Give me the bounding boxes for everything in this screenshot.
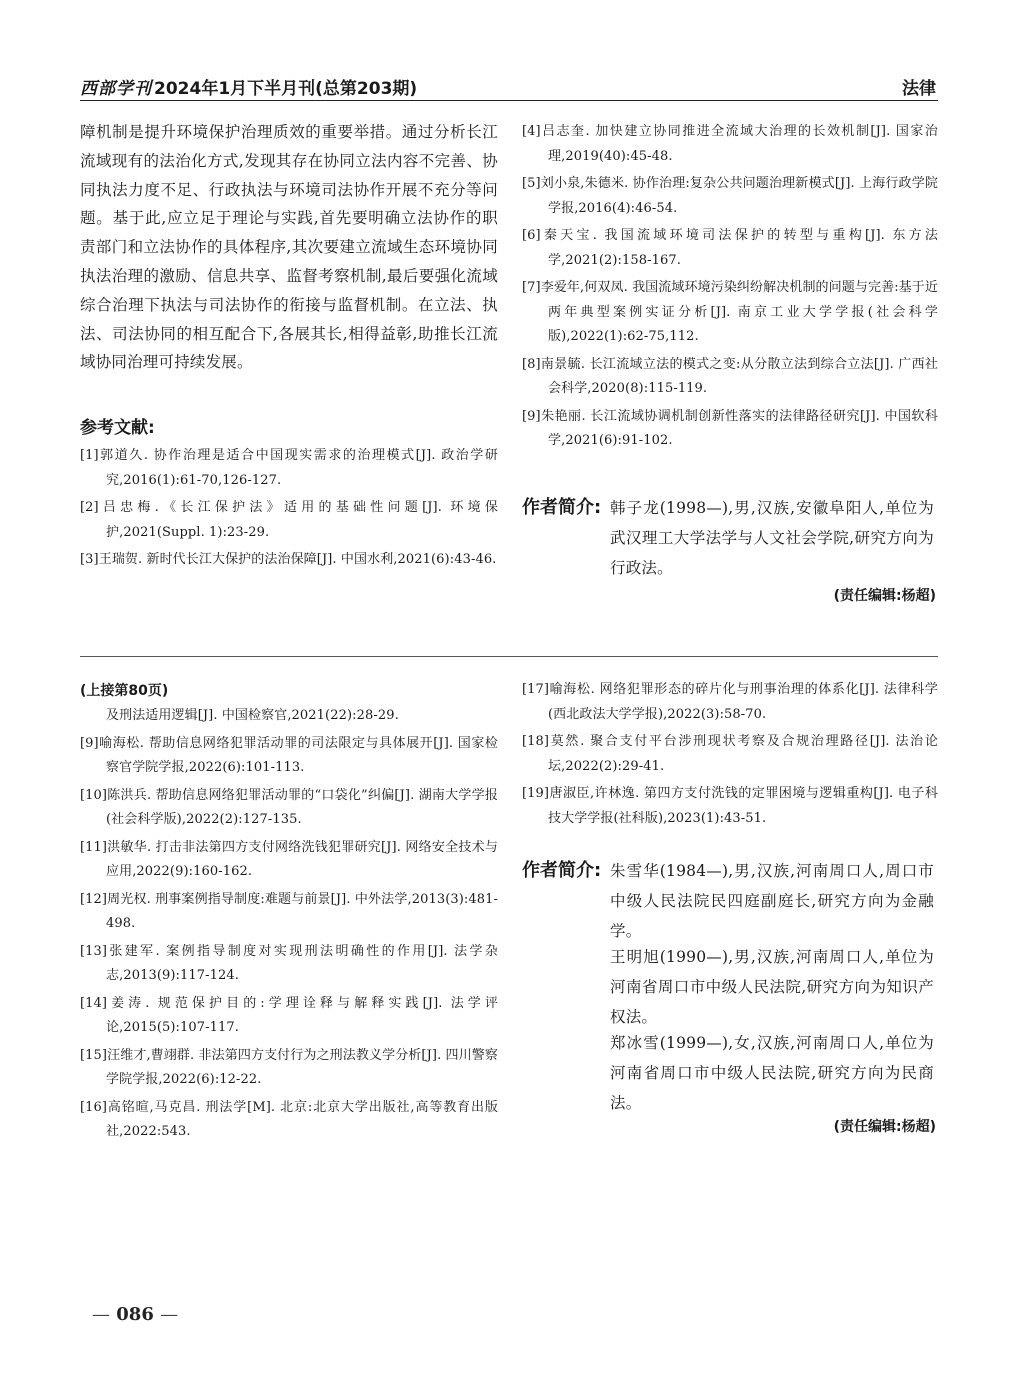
reference-item: [16]高铭暄,马克昌. 刑法学[M]. 北京:北京大学出版社,高等教育出版社,2022:543.: [80, 1099, 498, 1139]
footer-dash: —: [160, 1304, 179, 1325]
reference-item: [2]吕忠梅.《长江保护法》适用的基础性问题[J]. 环境保护,2021(Suppl. 1):23-29.: [80, 500, 498, 540]
page-number: 086: [116, 1304, 154, 1325]
reference-item: [5]刘小泉,朱德米. 协作治理:复杂公共问题治理新模式[J]. 上海行政学院学报,2016(4):46-54.: [522, 176, 938, 216]
journal-title: [80, 74, 417, 99]
reference-item: [17]喻海松. 网络犯罪形态的碎片化与刑事治理的体系化[J]. 法律科学(西北政法大学学报),2022(3):58-70.: [522, 682, 938, 722]
reference-item: [3]王瑞贺. 新时代长江大保护的法治保障[J]. 中国水利,2021(6):43-46.: [80, 552, 497, 568]
running-header: [80, 70, 938, 98]
top-left-column: [80, 118, 498, 576]
reference-item: [8]南景毓. 长江流域立法的模式之变:从分散立法到综合立法[J]. 广西社会科学,2020(8):115-119.: [522, 356, 938, 396]
editor-note: (责任编辑:杨超): [833, 1119, 936, 1135]
journal-logo: 西部学刊: [80, 79, 152, 99]
body-paragraph: 障机制是提升环境保护治理质效的重要举措。通过分析长江流域现有的法治化方式,发现其存在协同立法内容不完善、协同执法力度不足、行政执法与环境司法协作开展不充分等问题。基于此,应立足于理论与实践,首先要明确立法协作的职责部门和立法协作的具体程序,其次要建立流域生态环境协同执法治理的激励、信息共享、监督考察机制,最后要强化流域综合治理下执法与司法协作的衔接与监督机制。在立法、执法、司法协同的相互配合下,各展其长,相得益彰,助推长江流域协同治理可持续发展。: [80, 123, 498, 372]
author-bio-bottom: [522, 856, 938, 1116]
reference-item: [6]秦天宝. 我国流域环境司法保护的转型与重构[J]. 东方法学,2021(2):158-167.: [522, 228, 938, 268]
page-footer: [92, 1304, 178, 1325]
author-bio-label: 作者简介:: [522, 860, 602, 881]
author-bio-text: 朱雪华(1984—),男,汉族,河南周口人,周口市中级人民法院民四庭副庭长,研究方向为金融学。: [610, 862, 934, 940]
references-title: 参考文献:: [80, 418, 155, 439]
reference-item: [19]唐淑臣,许林逸. 第四方支付洗钱的定罪困境与逻辑重构[J]. 电子科技大学学报(社科版),2023(1):43-51.: [522, 786, 938, 826]
reference-item: [11]洪敏华. 打击非法第四方支付网络洗钱犯罪研究[J]. 网络安全技术与应用,2022(9):160-162.: [80, 839, 498, 879]
reference-item: [9]朱艳丽. 长江流域协调机制创新性落实的法律路径研究[J]. 中国软科学,2021(6):91-102.: [522, 408, 938, 448]
reference-continuation: 及刑法适用逻辑[J]. 中国检察官,2021(22):28-29.: [106, 708, 399, 723]
continued-from-label: (上接第80页): [80, 683, 169, 699]
author-bio-label: 作者简介:: [522, 497, 602, 518]
reference-item: [10]陈洪兵. 帮助信息网络犯罪活动罪的“口袋化”纠偏[J]. 湖南大学学报(社会科学版),2022(2):127-135.: [80, 787, 498, 827]
reference-item: [4]吕志奎. 加快建立协同推进全流域大治理的长效机制[J]. 国家治理,2019(40):45-48.: [522, 124, 938, 164]
editor-note: (责任编辑:杨超): [833, 588, 936, 604]
reference-item: [14]姜涛. 规范保护目的:学理诠释与解释实践[J]. 法学评论,2015(5):107-117.: [80, 995, 498, 1035]
author-bio-top: [522, 493, 938, 593]
section-name: 法律: [902, 79, 936, 99]
reference-item: [7]李爱年,何双凤. 我国流域环境污染纠纷解决机制的问题与完善:基于近两年典型案例实证分析[J]. 南京工业大学学报(社会科学版),2022(1):62-75,112.: [522, 280, 938, 344]
author-bio-text: 韩子龙(1998—),男,汉族,安徽阜阳人,单位为武汉理工大学法学与人文社会学院,研究方向为行政法。: [610, 499, 934, 577]
section-divider: [80, 656, 938, 657]
reference-item: [15]汪维才,曹翊群. 非法第四方支付行为之刑法教义学分析[J]. 四川警察学院学报,2022(6):12-22.: [80, 1047, 498, 1087]
bottom-right-column: [522, 678, 938, 834]
top-right-column: [522, 120, 938, 457]
author-bio-text: 郑冰雪(1999—),女,汉族,河南周口人,单位为河南省周口市中级人民法院,研究方向为民商法。: [610, 1034, 934, 1112]
reference-item: [9]喻海松. 帮助信息网络犯罪活动罪的司法限定与具体展开[J]. 国家检察官学院学报,2022(6):101-113.: [80, 735, 498, 775]
author-bio-text: 王明旭(1990—),男,汉族,河南周口人,单位为河南省周口市中级人民法院,研究方向为知识产权法。: [610, 948, 934, 1026]
reference-item: [13]张建军. 案例指导制度对实现刑法明确性的作用[J]. 法学杂志,2013(9):117-124.: [80, 943, 498, 983]
header-rule: [80, 100, 938, 101]
journal-issue: 2024年1月下半月刊(总第203期): [154, 79, 418, 99]
reference-item: [18]莫然. 聚合支付平台涉刑现状考察及合规治理路径[J]. 法治论坛,2022(2):29-41.: [522, 734, 938, 774]
reference-item: [12]周光权. 刑事案例指导制度:难题与前景[J]. 中外法学,2013(3):481-498.: [80, 891, 498, 931]
footer-dash: —: [92, 1304, 110, 1325]
reference-item: [1]郭道久. 协作治理是适合中国现实需求的治理模式[J]. 政治学研究,2016(1):61-70,126-127.: [80, 448, 498, 488]
bottom-left-column: [80, 680, 498, 1148]
